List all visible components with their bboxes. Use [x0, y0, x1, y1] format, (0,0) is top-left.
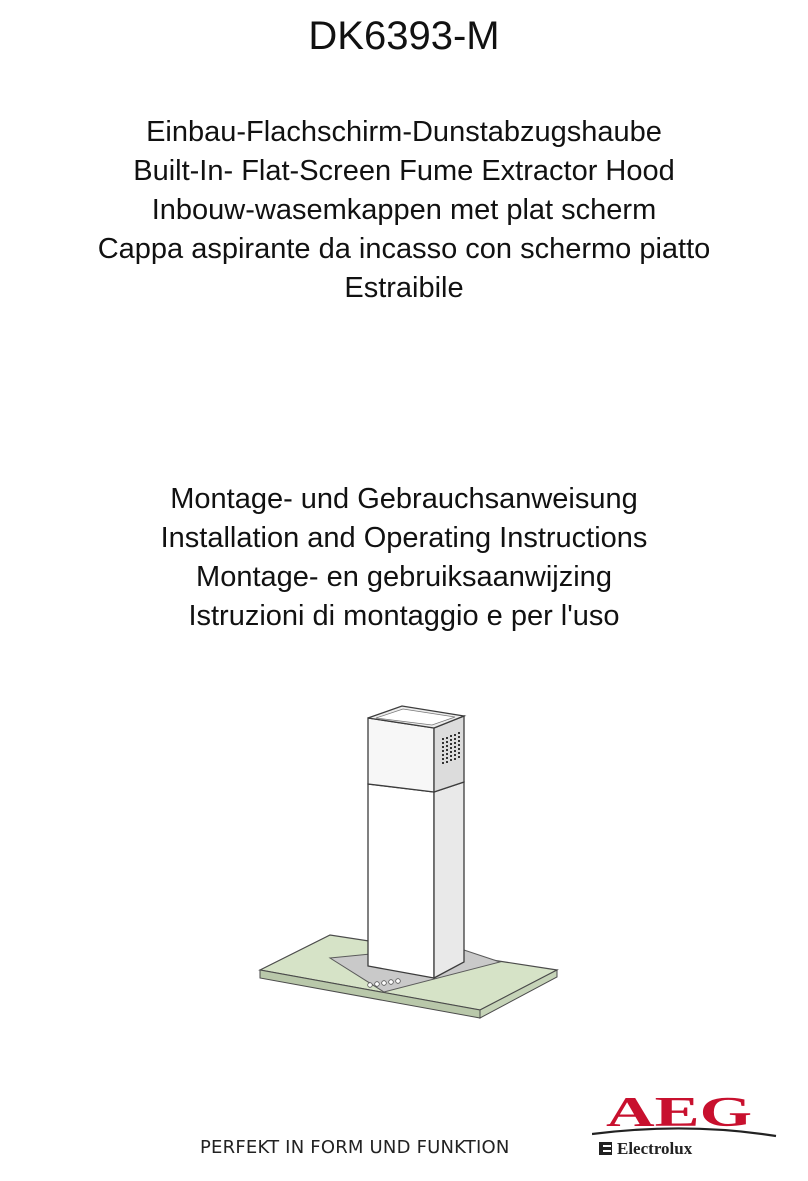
- brand-slogan: PERFEKT IN FORM UND FUNKTION: [200, 1137, 510, 1158]
- aeg-electrolux-logo: [592, 1092, 782, 1162]
- electrolux-logo-text: Electrolux: [617, 1139, 693, 1158]
- instructions-title-en: Installation and Operating Instructions: [160, 522, 648, 554]
- instructions-title-nl: Montage- en gebruiksaanwijzing: [196, 561, 612, 593]
- chimney-hood-icon: [252, 700, 562, 1030]
- product-title-de: Einbau-Flachschirm-Dunstabzugshaube: [146, 116, 662, 148]
- instructions-title-it: Istruzioni di montaggio e per l'uso: [188, 600, 620, 632]
- model-number: DK6393-M: [308, 14, 500, 58]
- product-title-it: Cappa aspirante da incasso con schermo piatto: [97, 233, 711, 265]
- upper-chimney-front: [368, 718, 434, 792]
- instructions-title-de: Montage- und Gebrauchsanweisung: [170, 483, 638, 515]
- electrolux-icon: [599, 1142, 612, 1155]
- aeg-logo-text: AEG: [606, 1092, 752, 1136]
- product-title-it-cont: Estraibile: [344, 272, 464, 304]
- instructions-title-block: [0, 480, 808, 636]
- product-title-block: [0, 113, 808, 308]
- lower-chimney-side: [434, 782, 464, 978]
- lower-chimney-front: [368, 784, 434, 978]
- product-title-en: Built-In- Flat-Screen Fume Extractor Hood: [133, 155, 675, 187]
- product-title-nl: Inbouw-wasemkappen met plat scherm: [151, 194, 657, 226]
